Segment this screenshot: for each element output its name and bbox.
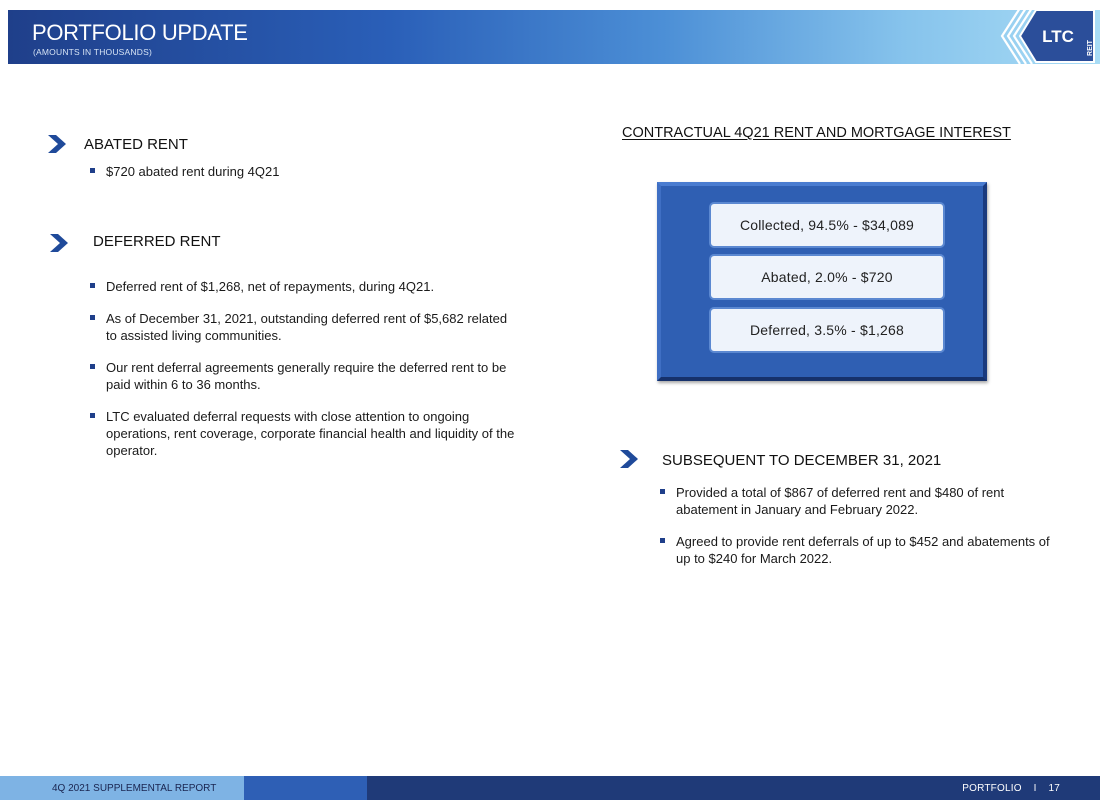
- logo-text: LTC: [1042, 27, 1074, 46]
- chevron-right-icon: [48, 232, 70, 254]
- list-item: Our rent deferral agreements generally require the deferred rent to be paid within 6 to 36 months.: [88, 359, 520, 393]
- abated-rent-title: ABATED RENT: [84, 136, 188, 153]
- list-item: Provided a total of $867 of deferred rent and $480 of rent abatement in January and February 2022.: [658, 484, 1058, 518]
- list-item: Agreed to provide rent deferrals of up to $452 and abatements of up to $240 for March 2022.: [658, 533, 1058, 567]
- subsequent-title: SUBSEQUENT TO DECEMBER 31, 2021: [662, 452, 942, 469]
- subsequent-list: [658, 484, 1058, 582]
- abated-rent-list: [88, 163, 508, 195]
- list-item: Deferred rent of $1,268, net of repayments, during 4Q21.: [88, 278, 520, 295]
- contractual-title: CONTRACTUAL 4Q21 RENT AND MORTGAGE INTEREST: [622, 125, 1011, 141]
- footer-bar: [0, 776, 1100, 800]
- page-title: PORTFOLIO UPDATE: [32, 20, 248, 45]
- chevron-right-icon: [618, 448, 640, 470]
- header-banner: [8, 10, 1100, 64]
- chevron-right-icon: [46, 133, 68, 155]
- footer-page-label: PORTFOLIO I 17: [962, 783, 1060, 794]
- collected-row: Collected, 94.5% - $34,089: [709, 202, 945, 248]
- page-subtitle: (AMOUNTS IN THOUSANDS): [33, 47, 152, 57]
- abated-row: Abated, 2.0% - $720: [709, 254, 945, 300]
- deferred-rent-title: DEFERRED RENT: [93, 233, 221, 250]
- deferred-row: Deferred, 3.5% - $1,268: [709, 307, 945, 353]
- contractual-panel: [657, 182, 987, 381]
- footer-report-label: 4Q 2021 SUPPLEMENTAL REPORT: [52, 783, 217, 794]
- list-item: LTC evaluated deferral requests with close attention to ongoing operations, rent coverage, corporate financial health and liquidity of the operator.: [88, 408, 520, 459]
- deferred-rent-list: [88, 278, 520, 474]
- ltc-reit-logo: [998, 4, 1098, 68]
- logo-subtext: REIT: [1087, 40, 1094, 56]
- list-item: $720 abated rent during 4Q21: [88, 163, 508, 180]
- list-item: As of December 31, 2021, outstanding deferred rent of $5,682 related to assisted living communities.: [88, 310, 520, 344]
